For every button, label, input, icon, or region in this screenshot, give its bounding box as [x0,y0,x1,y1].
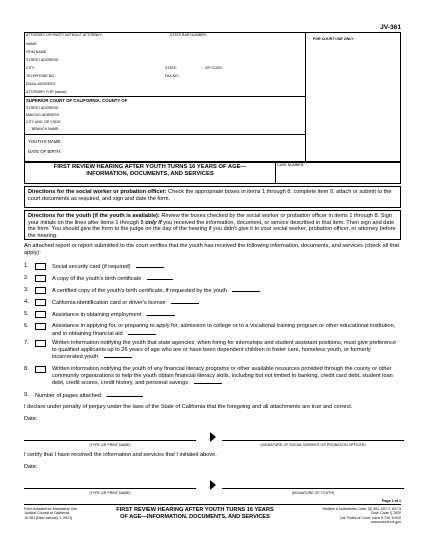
dob-label: DATE OF BIRTH: [28,149,62,154]
item-3 [52,287,397,295]
item-8 [52,366,397,387]
directions-youth-only-if: only if [145,219,162,226]
court-branch-label: BRANCH NAME: [32,127,60,131]
firm-label: FIRM NAME: [26,50,48,54]
street-label: STREET ADDRESS: [26,58,60,62]
directions-worker-label: Directions for the social worker or probation officer: [28,189,167,195]
email-label: EMAIL ADDRESS: [26,82,56,86]
court-street-label: STREET ADDRESS: [26,106,60,110]
item-9-text: Number of pages attached: [35,393,103,399]
footer-title-line2: OF AGE—INFORMATION, DOCUMENTS, AND SERVICES [120,513,270,520]
zip-label: ZIP CODE: [205,66,223,70]
youth-signature-line[interactable] [222,488,404,489]
item-5-checkbox[interactable] [35,311,46,318]
directions-youth [24,210,401,240]
item-5-text: Assistance in obtaining employment [52,312,142,318]
footer-title [100,507,290,520]
item-3-checkbox[interactable] [35,287,46,294]
directions-youth-label: Directions for the youth (if the youth is available): [28,213,160,219]
item-7-initials[interactable] [104,353,132,358]
item-3-text: A certified copy of the youth's birth certificate, if requested by the youth [52,288,227,294]
item-2-checkbox[interactable] [35,275,46,282]
item-number: 7. [24,340,29,346]
item-6-initials[interactable] [128,330,156,335]
item-2 [52,275,397,283]
item-5 [52,311,397,319]
fax-label: FAX NO.: [165,74,181,78]
certify-text: I certify that I have received the information and services that I initialed above. [24,452,217,458]
item-5-initials[interactable] [147,311,175,316]
court-use-label: FOR COURT USE ONLY [313,37,354,41]
item-9 [35,392,143,400]
item-number: 3. [24,287,29,293]
item-number: 1. [24,263,29,269]
item-number: 8. [24,366,29,372]
date-label: Date: [24,464,38,470]
youth-name-line[interactable] [24,488,196,489]
court-title: SUPERIOR COURT OF CALIFORNIA, COUNTY OF [26,98,128,103]
item-4-initials[interactable] [171,299,199,304]
worker-name-line[interactable] [24,440,196,441]
item-number: 6. [24,323,29,329]
item-7-text: Written information notifying the youth that state agencies, when hiring for internships and student assistant positions, must give preference to qualified applicants up to 26 years of age who are or have been dependent children in foster care, homeless youth, or formerly incarcerated youth [52,340,397,361]
attorney-header-label: ATTORNEY OR PARTY WITHOUT ATTORNEY: [26,33,103,37]
item-6-checkbox[interactable] [35,323,46,330]
court-cityzip-label: CITY AND ZIP CODE: [26,120,62,124]
worker-signature-caption: (SIGNATURE OF SOCIAL WORKER OR PROBATION OFFICER) [260,443,366,447]
footer-left-line3: JV-361 [New January 1, 2021] [24,515,73,520]
footer-right-line2: Govt. Code § 7620 [370,511,401,516]
item-6-text: Assistance in applying for, or preparing to apply for, admission to college or to a vocational training program or other educational institution, and in obtaining financial aid [52,323,396,337]
item-8-initials[interactable] [194,379,222,384]
item-number: 9. [24,392,29,398]
item-6 [52,323,397,337]
item-3-initials[interactable] [232,287,260,292]
state-label: STATE: [165,66,178,70]
case-number-label: CASE NUMBER: [277,163,305,167]
item-7 [52,340,397,361]
item-8-text: Written information notifying the youth of any financial literacy programs or other available resources provided through the county or other community organizations to help the youth obtain financial literacy skills, including but not limited to banking, credit card debt, student loan debt, credit scores, credit history, and personal savings [52,366,393,387]
item-number: 2. [24,275,29,281]
city-label: CITY: [26,66,35,70]
sign-arrow-icon [210,432,216,442]
form-title-line2: INFORMATION, DOCUMENTS, AND SERVICES [86,171,214,177]
attorney-for-label: ATTORNEY FOR (name): [26,90,68,94]
item-2-initials[interactable] [147,275,173,280]
footer-left-line2: Judicial Council of California [24,511,70,516]
page-number: Page 1 of 1 [382,499,401,503]
header-block [24,32,401,162]
item-4 [52,299,397,307]
item-1-checkbox[interactable] [35,263,46,270]
form-title-line1: FIRST REVIEW HEARING AFTER YOUTH TURNS 16 YEARS OF AGE— [53,164,247,170]
telephone-label: TELEPHONE NO.: [26,74,57,78]
worker-name-caption: (TYPE OR PRINT NAME) [89,443,131,447]
intro-text: An attached report or report submitted to the court verifies that the youth has received the following information, documents, and services (check all that apply): [24,243,399,256]
youth-name-caption: (TYPE OR PRINT NAME) [89,491,131,495]
footer-right-line4: www.courts.ca.gov [371,520,401,525]
item-number: 4. [24,299,29,305]
worker-signature-line[interactable] [222,440,404,441]
youth-name-label: YOUTH'S NAME: [28,139,62,144]
youth-signature-caption: (SIGNATURE OF YOUTH) [291,491,335,495]
item-1-initials[interactable] [136,263,164,268]
declaration-text: I declare under penalty of perjury under the laws of the State of California that the foregoing and all attachments are true and correct. [24,404,353,410]
item-8-checkbox[interactable] [35,366,46,373]
form-id: JV-361 [380,24,401,31]
directions-worker-text: Check the appropriate boxes in items 1 through 8, complete item 9, attach or submit to the court documents as required, and sign and date the form. [28,189,392,202]
footer-title-line1: FIRST REVIEW HEARING AFTER YOUTH TURNS 16 YEARS [116,507,274,513]
item-4-text: California identification card or driver's license [52,300,166,306]
directions-youth-text1: Review the boxes checked by the social worker or probation officer in items 1 through 8. Sign your initials on the lines after items 1 through 8 [28,213,392,226]
form-title [26,164,274,178]
footer-left [24,507,77,520]
state-bar-label: STATE BAR NUMBER: [170,33,208,37]
sign-arrow-icon [210,480,216,490]
item-7-checkbox[interactable] [35,340,46,347]
court-mailing-label: MAILING ADDRESS: [26,113,60,117]
date-label: Date: [24,416,38,422]
item-1-text: Social security card (if required) [52,264,131,270]
item-2-text: A copy of the youth's birth certificate [52,276,142,282]
name-label: NAME: [26,42,38,46]
footer-right-line3: Cal. Rules of Court, rules 5.740, 5.810 [339,515,401,520]
footer-right [323,507,401,525]
footer-right-line1: Welfare & Institutions Code, §§ 391, 607.2, 607.5 [322,507,401,511]
directions-youth-text2: you received the information, document, or service described in that item. Then sign and date the form. You should give the form to the judge on the day of the hearing if you didn't give it to your social worker, probation officer, or attorney before the hearing. [28,219,396,239]
item-number: 5. [24,311,29,317]
pages-attached-field[interactable] [107,392,143,397]
directions-worker [24,186,401,208]
item-1 [52,263,397,271]
item-4-checkbox[interactable] [35,299,46,306]
footer-left-line1: Form Adopted for Mandatory Use [24,507,78,511]
